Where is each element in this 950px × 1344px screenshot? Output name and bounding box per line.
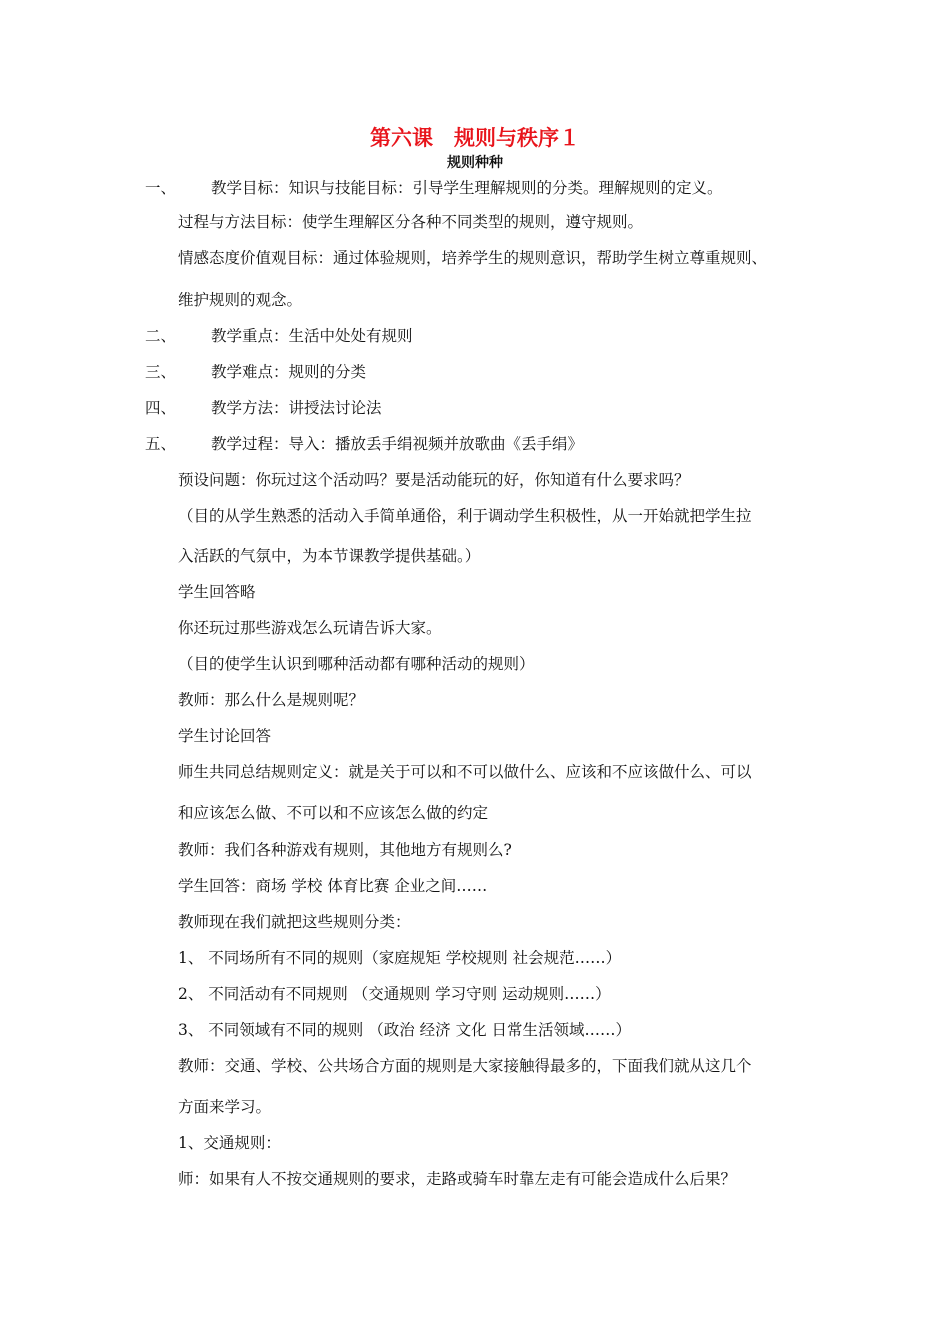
paragraph-line: 学生回答：商场 学校 体育比赛 企业之间……: [178, 877, 488, 895]
paragraph-line: 教师：那么什么是规则呢？: [178, 691, 365, 709]
paragraph-line: 学生回答略: [178, 583, 256, 601]
paragraph-line: （目的使学生认识到哪种活动都有哪种活动的规则）: [178, 655, 535, 673]
section-number: 一、: [145, 179, 177, 197]
list-item: 1、 不同场所有不同的规则（家庭规矩 学校规则 社会规范……）: [178, 949, 622, 967]
paragraph-line: （目的从学生熟悉的活动入手简单通俗，利于调动学生积极性，从一开始就把学生拉: [178, 507, 752, 525]
section-text: 教学重点：生活中处处有规则: [211, 327, 413, 345]
paragraph-line: 方面来学习。: [178, 1098, 272, 1116]
section-number: 三、: [145, 363, 177, 381]
paragraph-line: 入活跃的气氛中，为本节课教学提供基础。）: [178, 547, 481, 565]
section-number: 二、: [145, 327, 177, 345]
paragraph-line: 你还玩过那些游戏怎么玩请告诉大家。: [178, 619, 442, 637]
section-number: 四、: [145, 399, 177, 417]
paragraph-line: 预设问题：你玩过这个活动吗？要是活动能玩的好，你知道有什么要求吗？: [178, 471, 690, 489]
section-text: 教学难点：规则的分类: [211, 363, 367, 381]
paragraph-line: 情感态度价值观目标：通过体验规则，培养学生的规则意识，帮助学生树立尊重规则、: [178, 249, 768, 267]
lesson-title: 第六课 规则与秩序１: [370, 125, 580, 150]
list-item: 2、 不同活动有不同规则 （交通规则 学习守则 运动规则……）: [178, 985, 611, 1003]
list-item: 3、 不同领域有不同的规则 （政治 经济 文化 日常生活领域……）: [178, 1021, 631, 1039]
section-number: 五、: [145, 435, 177, 453]
paragraph-line: 师：如果有人不按交通规则的要求，走路或骑车时靠左走有可能会造成什么后果？: [178, 1170, 737, 1188]
section-text: 教学目标：知识与技能目标：引导学生理解规则的分类。理解规则的定义。: [211, 179, 723, 197]
section-text: 教学方法：讲授法讨论法: [211, 399, 382, 417]
paragraph-line: 学生讨论回答: [178, 727, 272, 745]
paragraph-line: 教师：交通、学校、公共场合方面的规则是大家接触得最多的，下面我们就从这几个: [178, 1057, 752, 1075]
paragraph-line: 维护规则的观念。: [178, 291, 303, 309]
paragraph-line: 师生共同总结规则定义：就是关于可以和不可以做什么、应该和不应该做什么、可以: [178, 763, 752, 781]
lesson-subtitle: 规则种种: [447, 155, 503, 171]
paragraph-line: 过程与方法目标：使学生理解区分各种不同类型的规则，遵守规则。: [178, 213, 644, 231]
paragraph-line: 1、交通规则：: [178, 1134, 281, 1152]
paragraph-line: 和应该怎么做、不可以和不应该怎么做的约定: [178, 804, 489, 822]
section-text: 教学过程：导入：播放丢手绢视频并放歌曲《丢手绢》: [211, 435, 584, 453]
paragraph-line: 教师现在我们就把这些规则分类：: [178, 913, 411, 931]
paragraph-line: 教师：我们各种游戏有规则，其他地方有规则么?: [178, 841, 512, 859]
